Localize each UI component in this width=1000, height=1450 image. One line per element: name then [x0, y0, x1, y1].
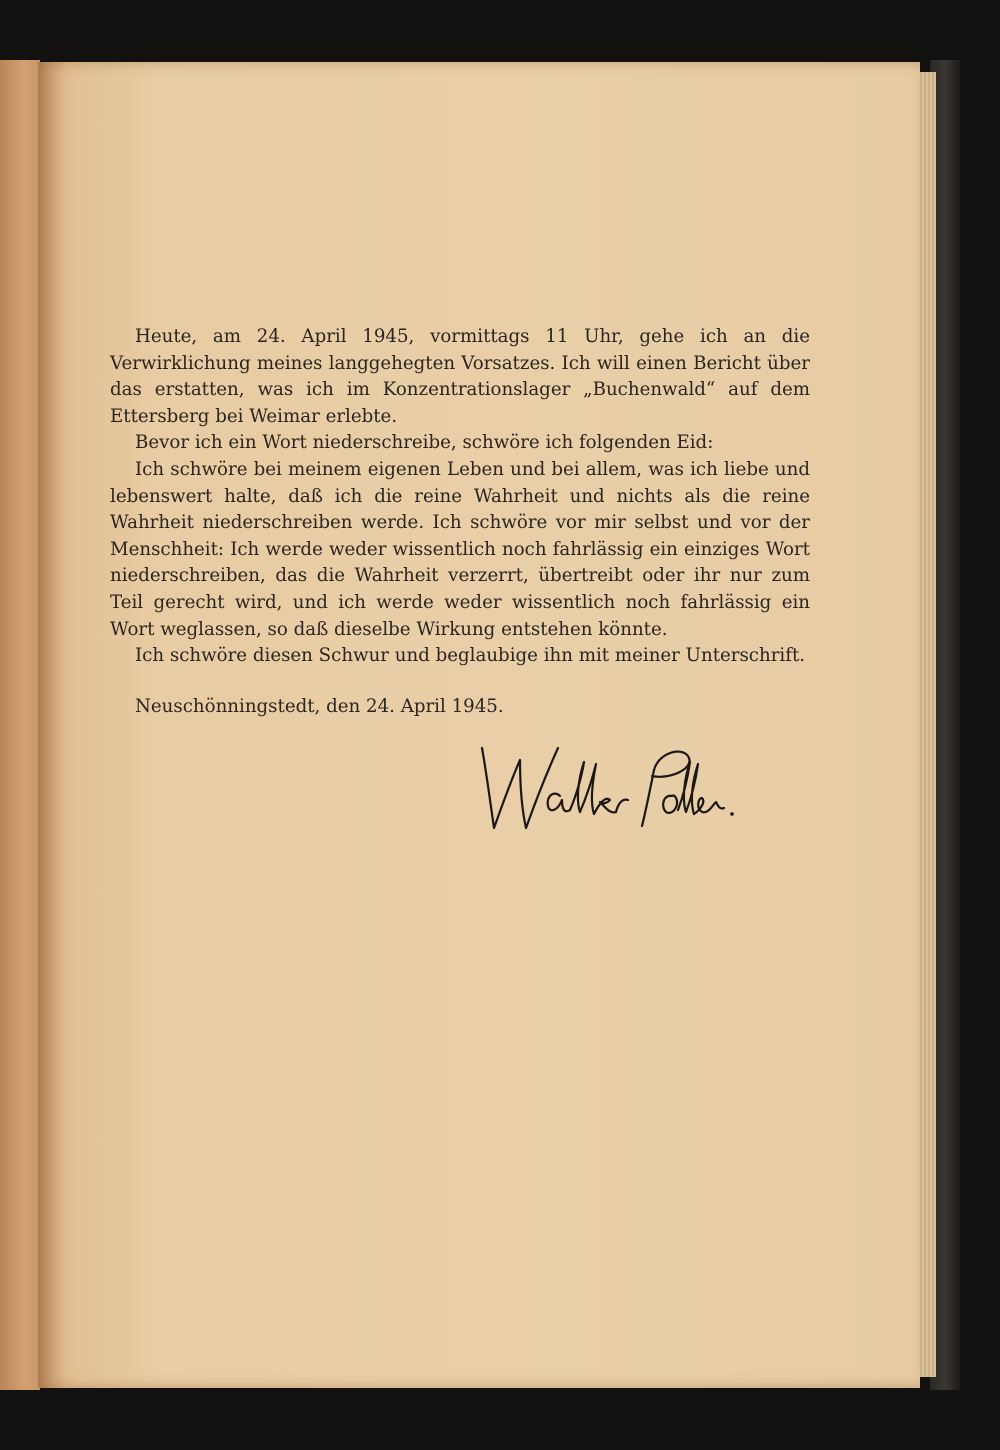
paragraph-oath-lead: Bevor ich ein Wort niederschreibe, schwöre ich folgenden Eid: — [135, 432, 714, 454]
paragraph-attestation: Ich schwöre diesen Schwur und beglaubige ihn mit meiner Unterschrift. — [135, 645, 806, 667]
paragraph-oath: Ich schwöre bei meinem eigenen Leben und bei allem, was ich liebe und lebenswert halte, daß ich die reine Wahrheit und nichts als die reine Wahrheit niederschreiben werde. Ich schwöre vor mir selbst und vor der Menschheit: Ich werde weder wissentlich noch fahrlässig ein einziges Wort niederschreiben, das die Wahrheit verzerrt, übertreibt oder ihr nur zum Teil gerecht wird, und ich werde weder wissentlich noch fahrlässig ein Wort weglassen, so daß dieselbe Wirkung entstehen könnte. — [110, 458, 810, 640]
handwritten-signature — [474, 740, 744, 836]
left-page-edge — [0, 60, 40, 1390]
place-and-date: Neuschönningstedt, den 24. April 1945. — [135, 695, 504, 717]
gutter-shadow — [38, 62, 66, 1388]
book-page — [38, 62, 920, 1388]
oath-text — [110, 324, 810, 720]
paragraph-intro: Heute, am 24. April 1945, vormittags 11 Uhr, gehe ich an die Verwirklichung meines langgehegten Vorsatzes. Ich will einen Bericht über das erstatten, was ich im Konzentrationslager „Buchenwald“ auf dem Ettersberg bei Weimar erlebte. — [110, 326, 810, 427]
